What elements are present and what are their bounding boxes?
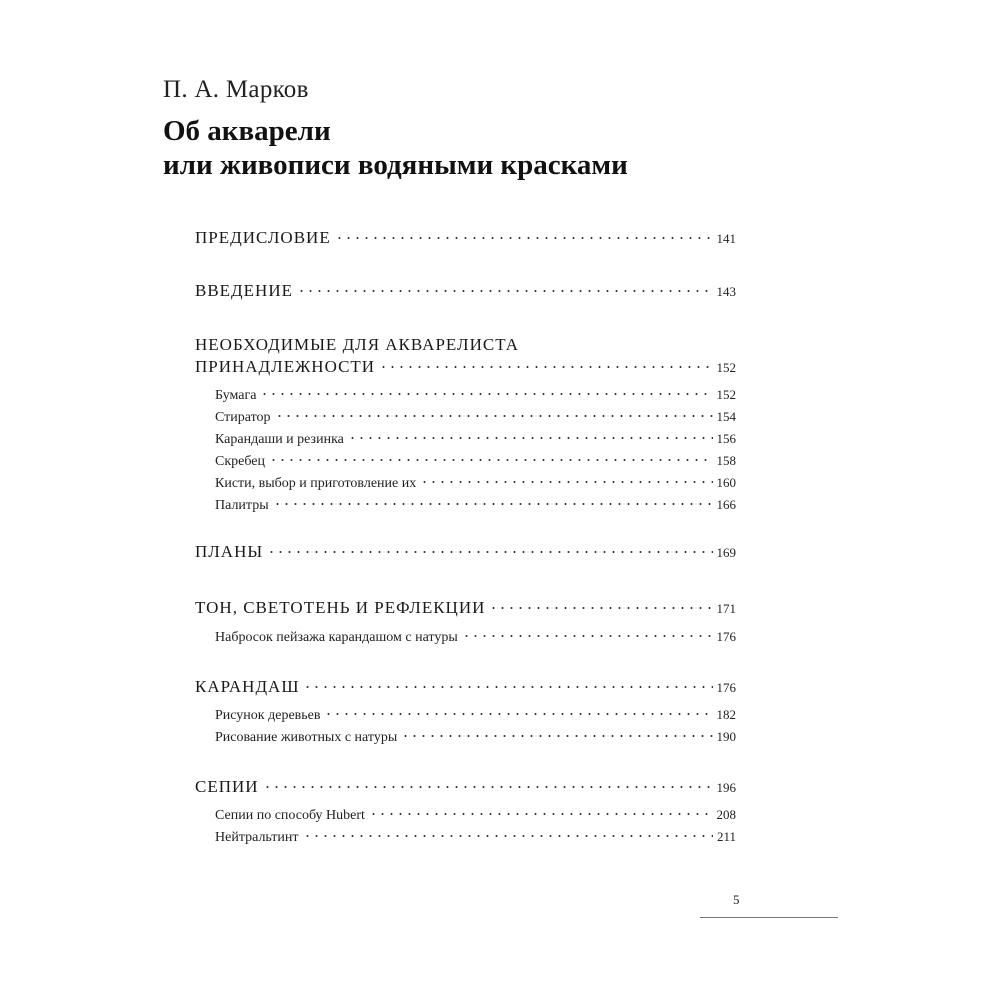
toc-subentry-label: Рисование животных с натуры <box>215 730 398 745</box>
toc-subentry <box>195 475 736 492</box>
toc-entry-label: СЕПИИ <box>195 777 259 796</box>
dot-leader <box>348 436 713 440</box>
toc-subentry-page: 182 <box>716 707 736 722</box>
toc-subentry-label: Скребец <box>215 454 265 469</box>
author-name: П. А. Марков <box>163 76 309 103</box>
toc-subentry-label: Палитры <box>215 498 269 513</box>
page-number: 5 <box>733 892 740 907</box>
dot-leader <box>369 812 713 816</box>
toc-entry-page: 169 <box>716 545 736 560</box>
toc-subentry-label: Рисунок деревьев <box>215 708 321 723</box>
dot-leader <box>269 458 713 462</box>
toc-entry-label: ВВЕДЕНИЕ <box>195 281 293 300</box>
toc-subentry <box>195 629 736 646</box>
toc-entry-page: 171 <box>716 601 736 616</box>
chapter-title-line-2: или живописи водяными красками <box>163 149 628 181</box>
toc-subentry-page: 158 <box>716 453 736 468</box>
toc-subentry <box>195 387 736 404</box>
toc-subentry-label: Кисти, выбор и приготовление их <box>215 476 417 491</box>
toc-entry <box>195 228 736 248</box>
toc-subentry <box>195 453 736 470</box>
toc-entry-label-line-1: НЕОБХОДИМЫЕ ДЛЯ АКВАРЕЛИСТА <box>195 335 520 354</box>
dot-leader <box>260 392 712 396</box>
toc-subentry <box>195 497 736 514</box>
toc-entry-label: ПЛАНЫ <box>195 542 264 561</box>
toc-subentry-label: Карандаши и резинка <box>215 432 344 447</box>
toc-entry-page: 152 <box>716 360 736 375</box>
dot-leader <box>303 685 712 689</box>
toc-subentry-page: 156 <box>716 431 736 446</box>
chapter-title <box>163 114 628 182</box>
toc-subentry-page: 166 <box>716 497 736 512</box>
dot-leader <box>297 289 713 293</box>
chapter-title-line-1: Об акварели <box>163 115 331 147</box>
toc-entry-label: ТОН, СВЕТОТЕНЬ И РЕФЛЕКЦИИ <box>195 598 486 617</box>
toc-subentry-label: Стиратор <box>215 410 271 425</box>
toc-subentry <box>195 431 736 448</box>
toc-subentry-label: Бумага <box>215 388 257 403</box>
toc-entry-label: ПРИНАДЛЕЖНОСТИ <box>195 357 376 376</box>
toc-entry <box>195 598 736 618</box>
dot-leader <box>420 480 712 484</box>
toc-subentry-page: 152 <box>716 387 736 402</box>
dot-leader <box>303 834 713 838</box>
dot-leader <box>462 634 713 638</box>
dot-leader <box>275 414 713 418</box>
toc-subentry-page: 160 <box>716 475 736 490</box>
dot-leader <box>401 734 712 738</box>
toc-subentry <box>195 807 736 824</box>
toc-entry-label: ПРЕДИСЛОВИЕ <box>195 228 331 247</box>
toc-entry <box>195 281 736 301</box>
toc-entry-page: 141 <box>716 231 736 246</box>
toc-entry-label: КАРАНДАШ <box>195 677 300 696</box>
toc-subentry-label: Набросок пейзажа карандашом с натуры <box>215 630 458 645</box>
toc-subentry <box>195 729 736 746</box>
toc-subentry-label: Нейтральтинт <box>215 830 299 845</box>
dot-leader <box>267 550 712 554</box>
toc-subentry-label: Сепии по способу Hubert <box>215 808 365 823</box>
toc-subentry-page: 154 <box>716 409 736 424</box>
toc-entry-page: 143 <box>716 284 736 299</box>
toc-subentry <box>195 707 736 724</box>
toc-subentry-page: 176 <box>716 629 736 644</box>
toc-entry-page: 196 <box>716 780 736 795</box>
toc-entry <box>195 677 736 697</box>
dot-leader <box>324 712 712 716</box>
toc-subentry-page: 211 <box>716 829 736 844</box>
dot-leader <box>489 606 712 610</box>
toc-subentry-page: 190 <box>716 729 736 744</box>
toc-subentry <box>195 409 736 426</box>
footer-rule <box>700 917 838 918</box>
dot-leader <box>335 236 713 240</box>
toc-entry-page: 176 <box>716 680 736 695</box>
toc-entry <box>195 357 736 377</box>
toc-entry <box>195 777 736 797</box>
dot-leader <box>379 365 712 369</box>
toc-entry <box>195 542 736 562</box>
dot-leader <box>263 785 713 789</box>
dot-leader <box>273 502 713 506</box>
toc-subentry <box>195 829 736 846</box>
toc-subentry-page: 208 <box>716 807 736 822</box>
